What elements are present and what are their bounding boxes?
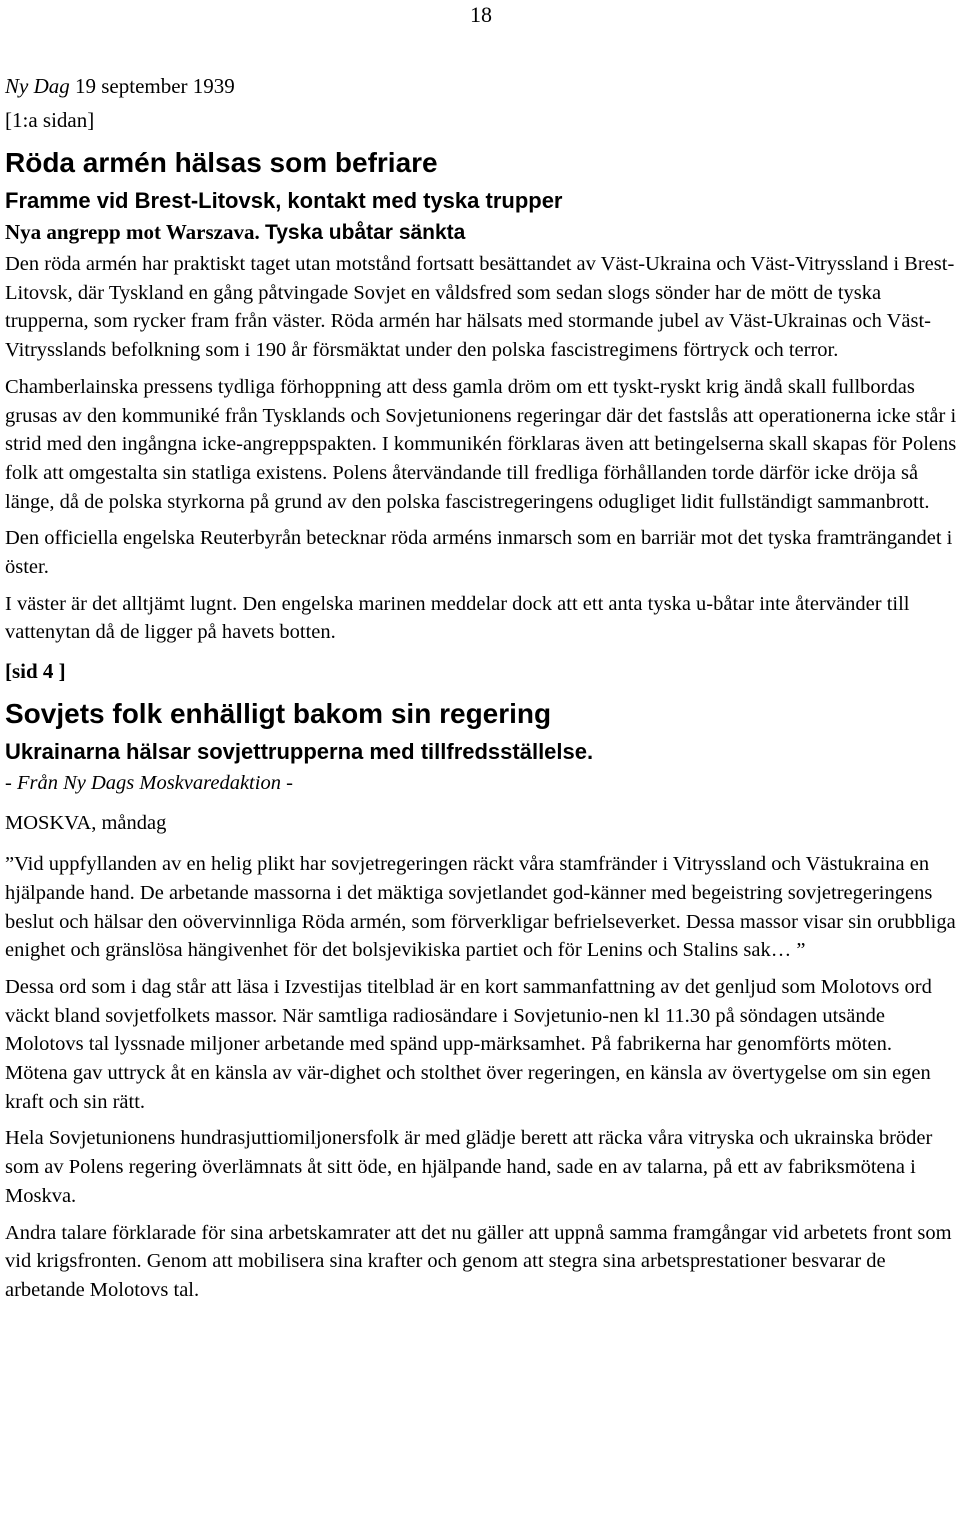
- article-headline: Sovjets folk enhälligt bakom sin regering: [5, 698, 552, 730]
- document-body: [5, 72, 957, 1313]
- article-subheadline: Ukrainarna hälsar sovjettrupperna med tillfredsställelse.: [5, 739, 594, 765]
- article-paragraph: I väster är det alltjämt lugnt. Den engelska marinen meddelar dock att ett anta tyska u-båtar inte återvänder till vattenytan då de ligger på havets botten.: [5, 592, 910, 644]
- byline: - Från Ny Dags Moskvaredaktion -: [5, 772, 293, 795]
- article-paragraph: Chamberlainska pressens tydliga förhoppning att dess gamla dröm om ett tyskt-ryskt krig ändå skall fullbordas grusas av den kommuniké från Tysklands och Sovjetunionens regeringar där det fastslås att operationerna icke står i strid med den ingångna icke-angreppspakten. I kommunikén förklaras även att betingelserna skall skapas för Polens folk att omgestalta sin statliga existens. Polens återvändande till fredliga förhållanden torde därför icke dröja så länge, då de polska styrkorna på grund av den polska fascistregeringens odugliget lidit fullständigt sammanbrott.: [5, 375, 957, 513]
- dateline-location: MOSKVA, måndag: [5, 812, 167, 835]
- newspaper-name: Ny Dag: [5, 74, 70, 98]
- article-paragraph: Dessa ord som i dag står att läsa i Izvestijas titelblad är en kort sammanfattning av det genljud som Molotovs ord väckt bland sovjetfolkets massor. När samtliga radiosändare i Sovjetunio-nen kl 11.30 på söndagen utsände Molotovs tal lyssnade miljoner arbetande med spänd upp-märksamhet. På fabrikerna har genomförts möten. Mötena gav uttryck åt en känsla av vär-dighet och stolthet över regeringen, en känsla av övertygelse om sin egen kraft och sin rätt.: [5, 975, 932, 1113]
- article-subheadline-secondary: [5, 218, 957, 247]
- subheadline-part: Nya angrepp mot Warszava.: [5, 220, 265, 244]
- article-section: [5, 657, 957, 1305]
- article-subheadline: Framme vid Brest-Litovsk, kontakt med tyska trupper: [5, 188, 563, 213]
- subheadline-part: Tyska ubåtar sänkta: [264, 221, 466, 244]
- article-paragraph: Andra talare förklarade för sina arbetskamrater att det nu gäller att uppnå samma framgångar vid arbetets front som vid krigsfronten. Genom att mobilisera sina krafter och genom att stegra sina arbetsprestationer besvarar de arbetande Molotovs tal.: [5, 1221, 952, 1301]
- article-headline: Röda armén hälsas som befriare: [5, 147, 438, 178]
- dateline: [5, 72, 957, 100]
- page-number: 18: [470, 2, 492, 27]
- article-paragraph: Den officiella engelska Reuterbyrån betecknar röda arméns inmarsch som en barriär mot det tyska framträngandet i öster.: [5, 527, 953, 579]
- article-paragraph: Den röda armén har praktiskt taget utan motstånd fortsatt besättandet av Väst-Ukraina och Väst-Vitryssland i Brest-Litovsk, där Tyskland en gång påtvingade Sovjet en våldsfred som sedan slogs sönder har de mött de tyska trupperna, som rycker fram från väster. Röda armén har hälsats med stormande jubel av Väst-Ukrainas och Väst-Vitrysslands befolkning som i 190 år försmäktat under den polska fascistregimens förtryck och terror.: [5, 253, 955, 362]
- issue-date: 19 september 1939: [69, 74, 235, 98]
- page-reference: [sid 4 ]: [5, 659, 66, 684]
- article-paragraph: ”Vid uppfyllanden av en helig plikt har sovjetregeringen räckt våra stamfränder i Vitryssland och Västukraina en hjälpande hand. De arbetande massorna i det mäktiga sovjetlandet god-känner med begeistring sovjetregeringens beslut och hälsar den oövervinnliga Röda armén, som förverkligar befrielseverket. Dessa massor visar sin orubbliga enighet och gränslösa hängivenhet för det bolsjevikiska partiet och för Lenins och Stalins sak… ”: [5, 853, 956, 962]
- page-reference: [1:a sidan]: [5, 108, 95, 132]
- article-paragraph: Hela Sovjetunionens hundrasjuttiomiljonersfolk är med glädje berett att räcka våra vitryska och ukrainska bröder som av Polens regering överlämnats åt sitt öde, en hjälpande hand, sade en av talarna, på ett av fabriksmötena i Moskva.: [5, 1127, 933, 1207]
